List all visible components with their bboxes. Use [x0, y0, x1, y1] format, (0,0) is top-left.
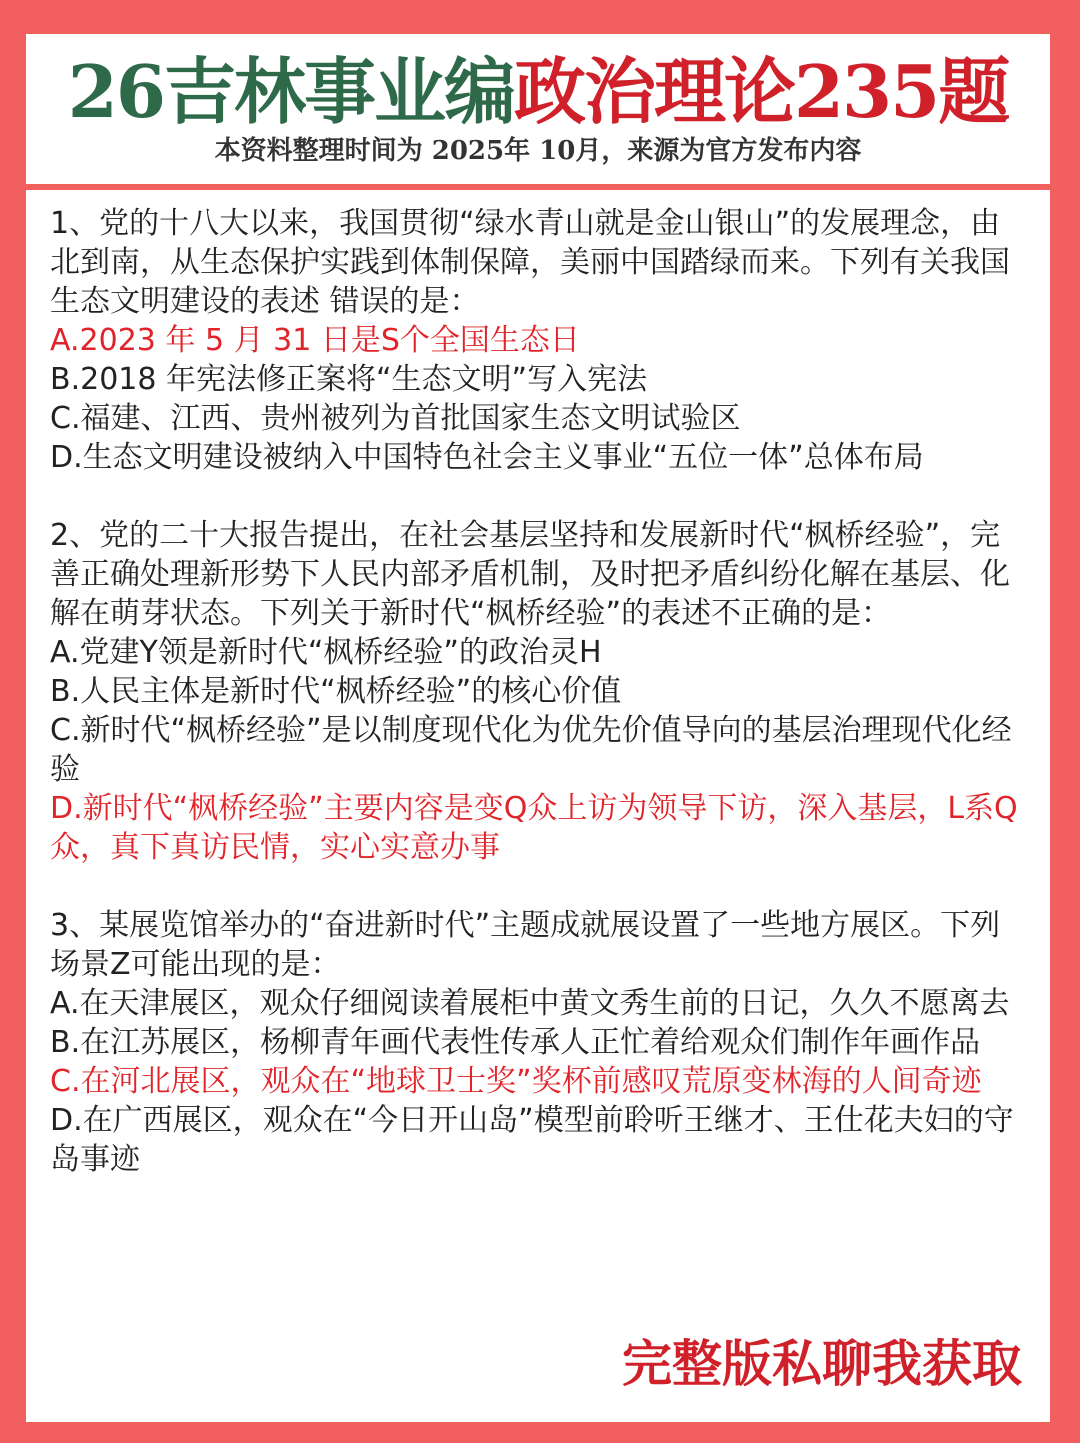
question-3: [50, 906, 1026, 1179]
header-panel: [26, 34, 1050, 184]
option-d-answer: D.新时代“枫桥经验”主要内容是变Q众上访为领导下访，深入基层，L系Q众，真下真访民情，实心实意办事: [50, 791, 1018, 865]
option-a: A.党建Y领是新时代“枫桥经验”的政治灵H: [50, 635, 602, 670]
option-d: D.在广西展区，观众在“今日开山岛”模型前聆听王继才、王仕花夫妇的守岛事迹: [50, 1103, 1014, 1177]
question-list: [50, 204, 1026, 1218]
option-c: C.福建、江西、贵州被列为首批国家生态文明试验区: [50, 401, 741, 436]
option-d: D.生态文明建设被纳入中国特色社会主义事业“五位一体”总体布局: [50, 440, 924, 475]
question-stem: 2、党的二十大报告提出，在社会基层坚持和发展新时代“枫桥经验”，完善正确处理新形势下人民内部矛盾机制，及时把矛盾纠纷化解在基层、化解在萌芽状态。下列关于新时代“枫桥经验”的表述不正确的是：: [50, 518, 1010, 631]
option-a: A.在天津展区，观众仔细阅读着展柜中黄文秀生前的日记，久久不愿离去: [50, 986, 1010, 1021]
option-c: C.新时代“枫桥经验”是以制度现代化为优先价值导向的基层治理现代化经验: [50, 713, 1012, 787]
option-a-answer: A.2023 年 5 月 31 日是S个全国生态日: [50, 323, 580, 358]
question-stem: 3、某展览馆举办的“奋进新时代”主题成就展设置了一些地方展区。下列场景Z可能出现的是：: [50, 908, 1001, 982]
question-stem: 1、党的十八大以来，我国贯彻“绿水青山就是金山银山”的发展理念，由北到南，从生态保护实践到体制保障，美丽中国踏绿而来。下列有关我国生态文明建设的表述 错误的是：: [50, 206, 1010, 319]
question-1: [50, 204, 1026, 477]
option-b: B.2018 年宪法修正案将“生态文明”写入宪法: [50, 362, 648, 397]
page-subtitle: 本资料整理时间为 2025年 10月，来源为官方发布内容: [214, 136, 862, 166]
option-b: B.人民主体是新时代“枫桥经验”的核心价值: [50, 674, 622, 709]
option-b: B.在江苏展区，杨柳青年画代表性传承人正忙着给观众们制作年画作品: [50, 1025, 981, 1060]
page-title: [26, 44, 1050, 140]
call-to-action: 完整版私聊我获取: [622, 1335, 1022, 1393]
option-c-answer: C.在河北展区，观众在“地球卫士奖”奖杯前感叹荒原变林海的人间奇迹: [50, 1064, 982, 1099]
question-2: [50, 516, 1026, 867]
content-panel: [26, 190, 1050, 1422]
title-green-part: 26吉林事业编: [67, 49, 514, 134]
title-red-part: 政治理论235题: [513, 49, 1009, 134]
